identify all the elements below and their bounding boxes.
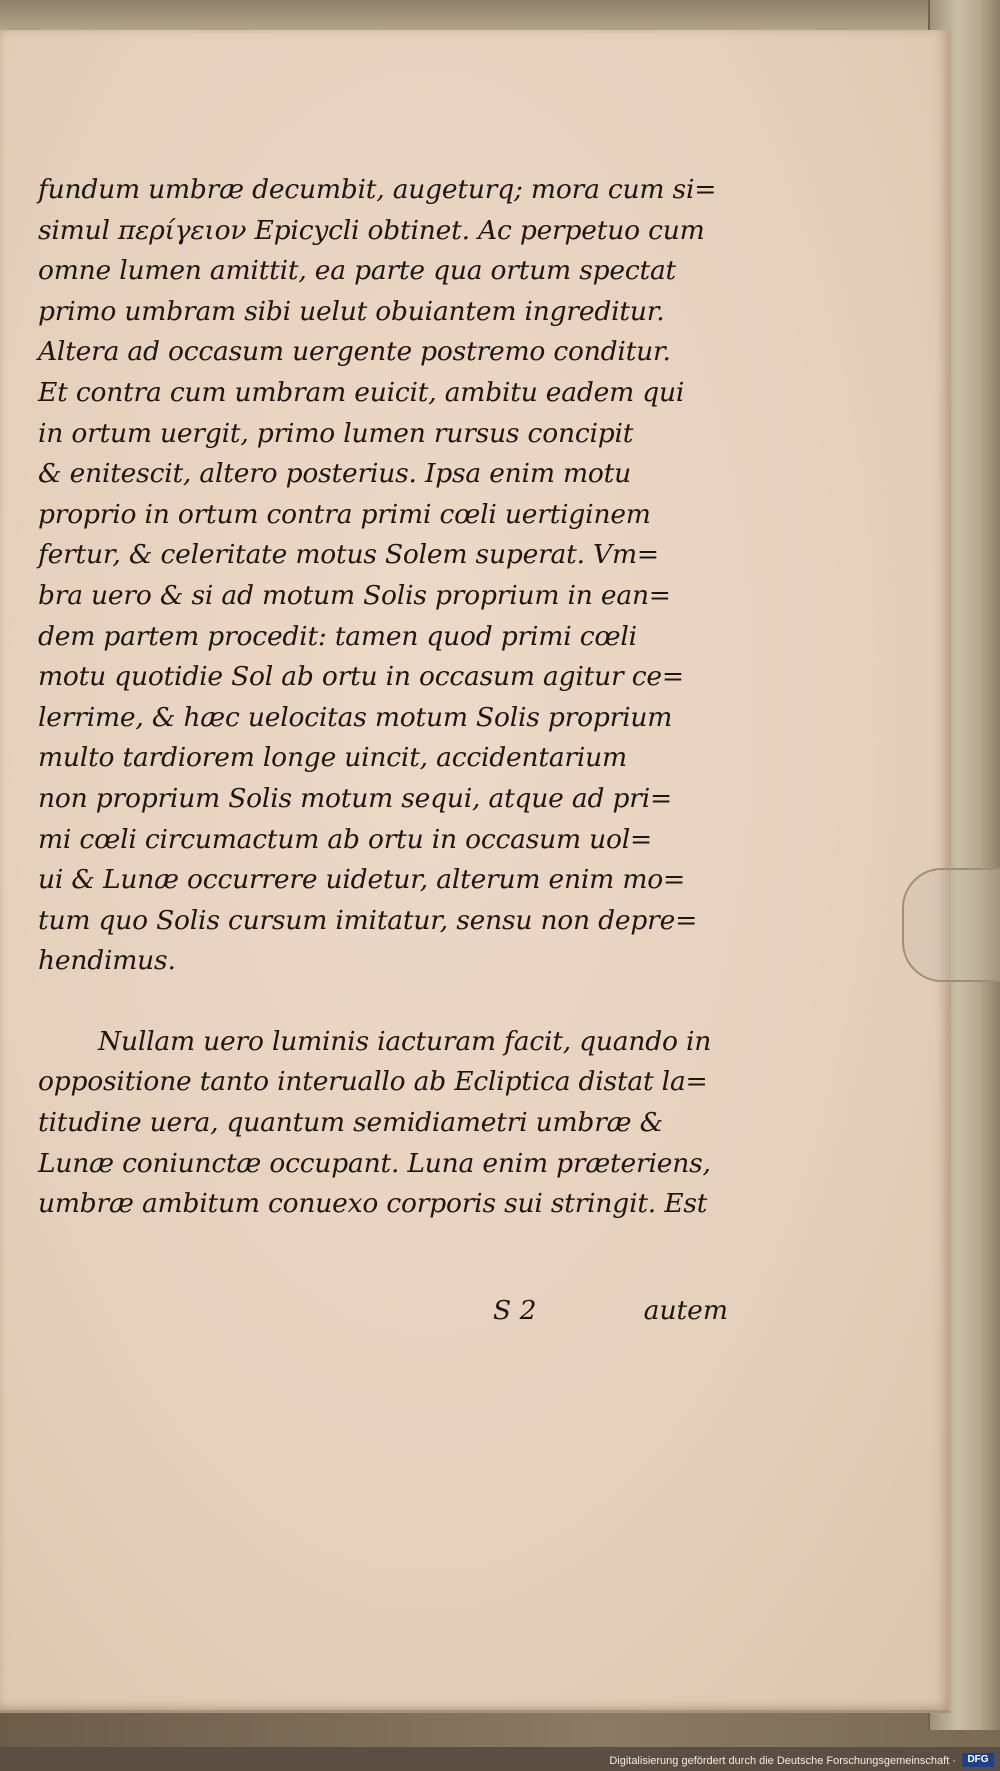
page-tab-marker — [902, 868, 1000, 982]
text-line: lerrime, & hæc uelocitas motum Solis proprium — [38, 701, 673, 733]
paragraph-gap — [38, 982, 728, 1022]
credit-bar — [0, 1747, 1000, 1771]
text-line: dem partem procedit: tamen quod primi cœli — [38, 620, 637, 652]
text-line: Et contra cum umbram euicit, ambitu eadem qui — [38, 376, 685, 408]
signature-mark: S 2 — [493, 1295, 537, 1326]
text-line: ui & Lunæ occurrere uidetur, alterum enim mo= — [38, 864, 686, 896]
text-line: & enitescit, altero posterius. Ipsa enim motu — [38, 458, 631, 490]
catchword: autem — [643, 1295, 728, 1326]
text-line: proprio in ortum contra primi cœli uertiginem — [38, 498, 651, 530]
text-line: oppositione tanto interuallo ab Ecliptica distat la= — [38, 1066, 708, 1098]
dfg-logo-icon: DFG — [962, 1753, 994, 1767]
text-line: fundum umbræ decumbit, augeturq; mora cum si= — [38, 174, 717, 205]
text-line: in ortum uergit, primo lumen rursus concipit — [38, 417, 634, 449]
text-line: non proprium Solis motum sequi, atque ad pri= — [38, 782, 672, 814]
text-line: tum quo Solis cursum imitatur, sensu non depre= — [38, 904, 698, 936]
book-page — [0, 30, 951, 1713]
text-line: primo umbram sibi uelut obuiantem ingreditur. — [38, 295, 665, 327]
text-line: fertur, & celeritate motus Solem superat. Vm= — [38, 539, 659, 571]
text-line: bra uero & si ad motum Solis proprium in ean= — [38, 579, 671, 611]
digitization-credit: Digitalisierung gefördert durch die Deutsche Forschungsgemeinschaft · — [609, 1755, 956, 1767]
text-line: Lunæ coniunctæ occupant. Luna enim præteriens, — [38, 1147, 711, 1179]
text-block — [38, 170, 728, 1225]
text-line: titudine uera, quantum semidiametri umbræ & — [38, 1107, 663, 1139]
text-line: Nullam uero luminis iacturam facit, quando in — [98, 1025, 712, 1057]
page-footer-line — [38, 1295, 728, 1335]
text-line: mi cœli circumactum ab ortu in occasum uol= — [38, 823, 653, 855]
text-line: motu quotidie Sol ab ortu in occasum agitur ce= — [38, 661, 684, 693]
text-line: Altera ad occasum uergente postremo conditur. — [38, 336, 671, 368]
text-line: hendimus. — [38, 945, 176, 977]
text-line: umbræ ambitum conuexo corporis sui stringit. Est — [38, 1188, 708, 1220]
text-line: omne lumen amittit, ea parte qua ortum spectat — [38, 255, 676, 287]
text-line: simul περίγειον Epicycli obtinet. Ac perpetuo cum — [38, 214, 705, 246]
text-line: multo tardiorem longe uincit, accidentarium — [38, 742, 627, 774]
